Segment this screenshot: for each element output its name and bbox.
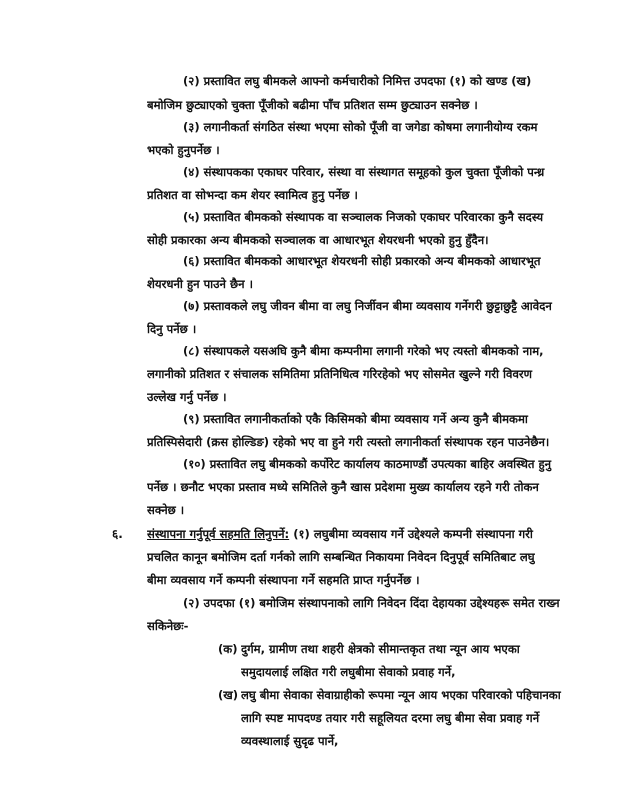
para-8-line-2: लगानीको प्रतिशत र संचालक समितिमा प्रतिनिधित्व गरिरहेको भए सोसमेत खुल्ने गरी विवरण — [147, 367, 533, 381]
item-ka-line-2: समुदायलाई लक्षित गरी लघुबीमा सेवाको प्रवाह गर्ने, — [241, 665, 456, 679]
section-line-3: बीमा व्यवसाय गर्ने कम्पनी संस्थापना गर्ने सहमति प्राप्त गर्नुपर्नेछ । — [147, 573, 420, 587]
para-10-line-1: (१०) प्रस्तावित लघु बीमकको कर्पोरेट कार्यालय काठमाण्डौं उपत्यका बाहिर अवस्थित हुनु — [183, 457, 552, 471]
section-line-1: (१) लघुबीमा व्यवसाय गर्ने उद्देश्यले कम्पनी संस्थापना गरी — [289, 527, 533, 541]
item-ka-line-1: दुर्गम, ग्रामीण तथा शहरी क्षेत्रको सीमान्तकृत तथा न्यून आय भएका — [241, 642, 520, 656]
para-6-line-2: शेयरधनी हुन पाउने छैन । — [147, 277, 253, 291]
para-2-line-2: बमोजिम छुट्याएको चुक्ता पूँजीको बढीमा पाँच प्रतिशत सम्म छुट्याउन सक्नेछ । — [147, 98, 478, 112]
para-10-line-2: पर्नेछ । छनौट भएका प्रस्ताव मध्ये समितिले कुनै खास प्रदेशमा मुख्य कार्यालय रहने गरी तोकन — [147, 480, 539, 494]
section-line-2: प्रचलित कानून बमोजिम दर्ता गर्नको लागि सम्बन्धित निकायमा निवेदन दिनुपूर्व समितिबाट लघु — [147, 550, 535, 564]
para-4-line-2: प्रतिशत वा सोभन्दा कम शेयर स्वामित्व हुनु पर्नेछ । — [147, 188, 358, 202]
para-6-line-1: (६) प्रस्तावित बीमकको आधारभूत शेयरधनी सोही प्रकारको अन्य बीमकको आधारभूत — [183, 254, 541, 268]
para-5-line-2: सोही प्रकारका अन्य बीमकको सञ्चालक वा आधारभूत शेयरधनी भएको हुनु हुँदैन। — [147, 233, 489, 247]
section-heading: संस्थापना गर्नुपूर्व सहमति लिनुपर्ने: — [147, 527, 290, 541]
subsection-line-1: (२) उपदफा (१) बमोजिम संस्थापनाको लागि निवेदन दिंदा देहायका उद्देश्यहरू समेत राख्न — [183, 596, 560, 610]
para-9-line-2: प्रतिस्पिसेदारी (क्रस होल्डिङ) रहेको भए वा हुने गरी त्यस्तो लगानीकर्ता संस्थापक रहन पाउनेछैन। — [147, 435, 550, 449]
section-first-line — [147, 525, 588, 543]
para-7-line-1: (७) प्रस्तावकले लघु जीवन बीमा वा लघु निर्जीवन बीमा व्यवसाय गर्नेगरी छुट्टाछुट्टै आवेदन — [183, 299, 552, 313]
para-10-line-3: सक्नेछ । — [147, 503, 185, 517]
item-ka-label: (क) — [218, 642, 238, 656]
para-4-line-1: (४) संस्थापकका एकाघर परिवार, संस्था वा संस्थागत समूहको कुल चुक्ता पूँजीको पन्ध्र — [183, 165, 545, 179]
para-5-line-1: (५) प्रस्तावित बीमकको संस्थापक वा सञ्चालक निजको एकाघर परिवारका कुनै सदस्य — [183, 210, 544, 224]
item-kha-line-3: व्यवस्थालाई सुदृढ पार्ने, — [241, 734, 339, 748]
section-number: ६. — [112, 527, 123, 541]
item-kha-line-1: लघु बीमा सेवाका सेवाग्राहीको रूपमा न्यून आय भएका परिवारको पहिचानका — [241, 688, 561, 702]
item-kha-line-2: लागि स्पष्ट मापदण्ड तयार गरी सहूलियत दरमा लघु बीमा सेवा प्रवाह गर्ने — [241, 711, 540, 725]
para-3-line-1: (३) लगानीकर्ता संगठित संस्था भएमा सोको पूँजी वा जगेडा कोषमा लगानीयोग्य रकम — [183, 120, 538, 134]
subsection-line-2: सकिनेछः- — [147, 619, 189, 633]
para-2-line-1: (२) प्रस्तावित लघु बीमकले आफ्नो कर्मचारीको निमित्त उपदफा (१) को खण्ड (ख) — [183, 74, 532, 88]
para-8-line-1: (८) संस्थापकले यसअघि कुनै बीमा कम्पनीमा लगानी गरेको भए त्यस्तो बीमकको नाम, — [183, 344, 544, 358]
item-kha-label: (ख) — [218, 688, 239, 702]
para-9-line-1: (९) प्रस्तावित लगानीकर्ताको एकै किसिमको बीमा व्यवसाय गर्ने अन्य कुनै बीमकमा — [183, 412, 528, 426]
para-8-line-3: उल्लेख गर्नु पर्नेछ । — [147, 390, 227, 404]
para-7-line-2: दिनु पर्नेछ । — [147, 322, 197, 336]
para-3-line-2: भएको हुनुपर्नेछ । — [147, 143, 220, 157]
